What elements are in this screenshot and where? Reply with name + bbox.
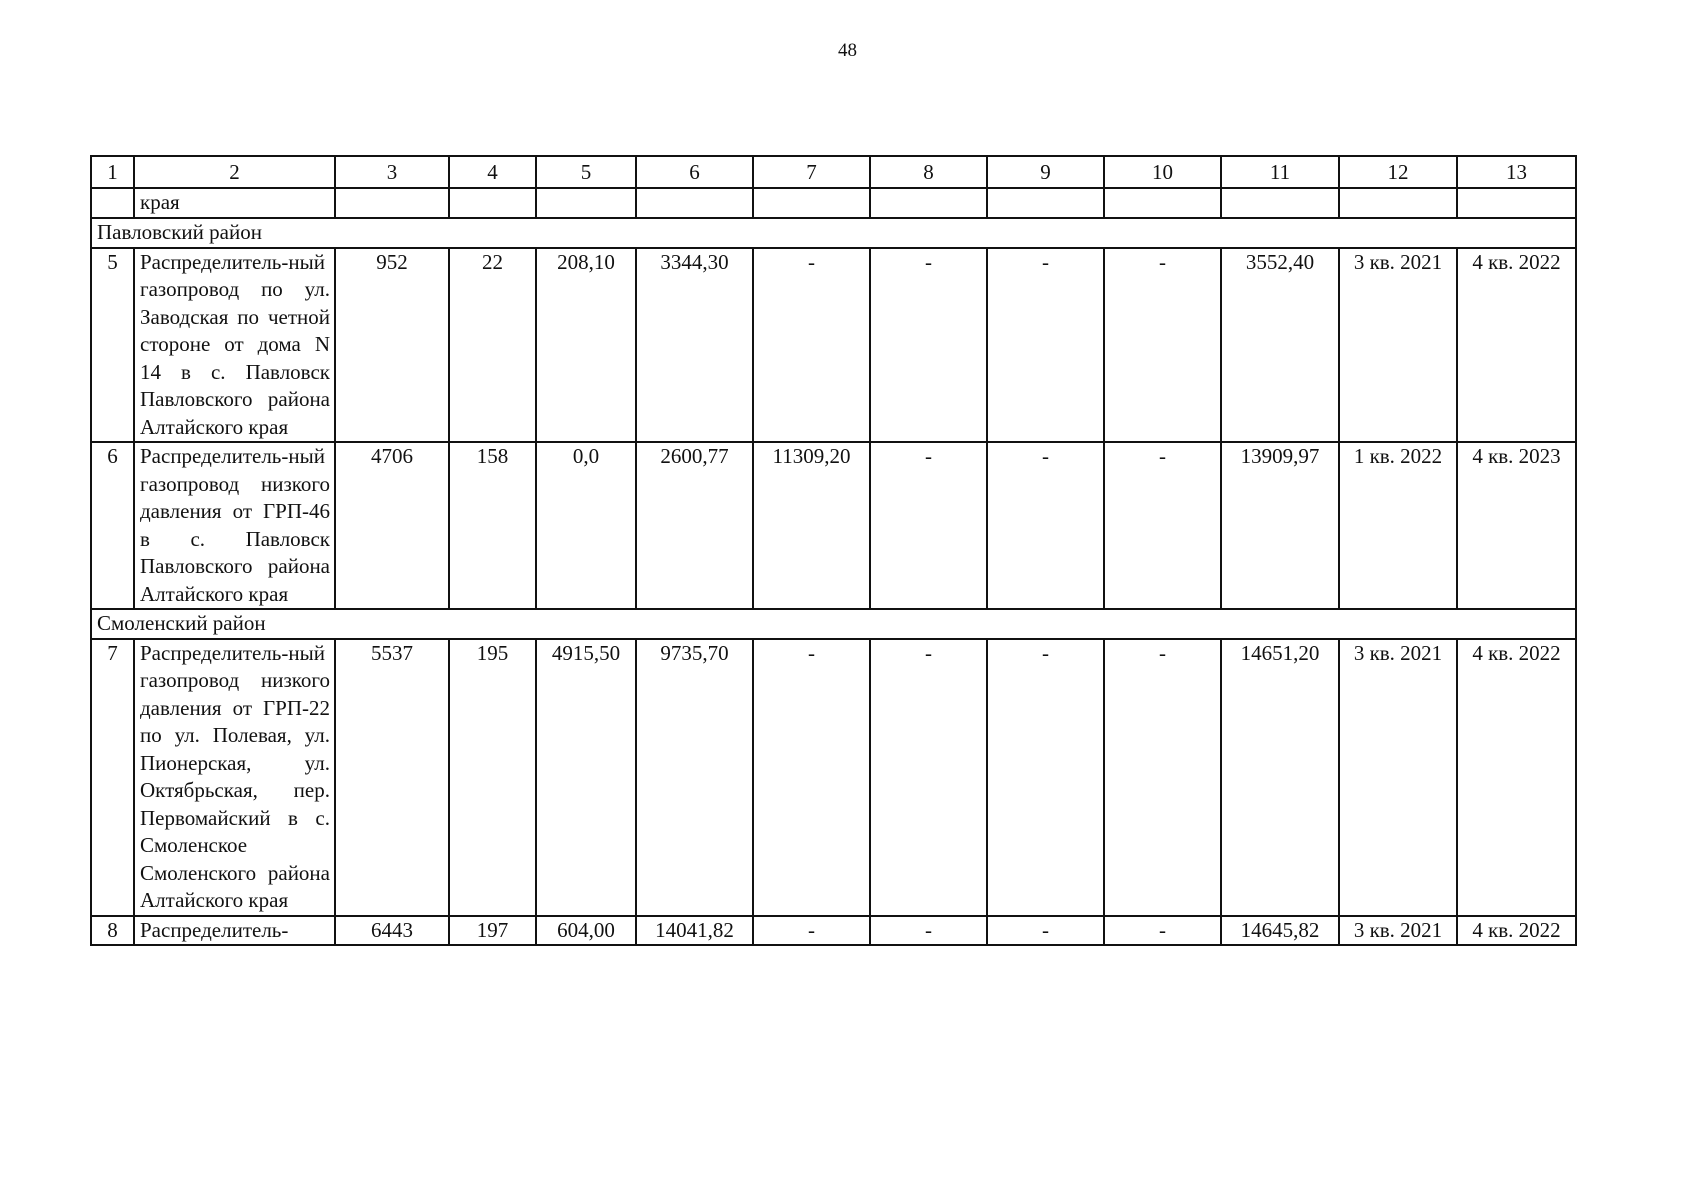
column-number: 8: [870, 156, 987, 188]
empty-cell: [1339, 188, 1457, 218]
end-date: 4 кв. 2022: [1457, 916, 1576, 946]
value-cell: -: [753, 248, 870, 443]
object-name: Распределитель-: [134, 916, 335, 946]
value-cell: 604,00: [536, 916, 636, 946]
empty-cell: [536, 188, 636, 218]
value-cell: 197: [449, 916, 536, 946]
value-cell: 4706: [335, 442, 449, 609]
section-title: Смоленский район: [91, 609, 1576, 639]
empty-cell: [987, 188, 1104, 218]
value-cell: -: [987, 639, 1104, 916]
section-row: [91, 218, 1576, 248]
total-cell: 13909,97: [1221, 442, 1339, 609]
value-cell: -: [987, 916, 1104, 946]
row-number: 6: [91, 442, 134, 609]
value-cell: 6443: [335, 916, 449, 946]
value-cell: -: [987, 442, 1104, 609]
table-row: [91, 442, 1576, 609]
value-cell: -: [1104, 639, 1221, 916]
value-cell: 4915,50: [536, 639, 636, 916]
table-row: [91, 248, 1576, 443]
page-number: 48: [838, 40, 857, 61]
value-cell: -: [1104, 442, 1221, 609]
column-number: 6: [636, 156, 753, 188]
total-cell: 14645,82: [1221, 916, 1339, 946]
start-date: 1 кв. 2022: [1339, 442, 1457, 609]
column-number: 7: [753, 156, 870, 188]
value-cell: -: [870, 916, 987, 946]
column-number: 9: [987, 156, 1104, 188]
value-cell: -: [987, 248, 1104, 443]
value-cell: 14041,82: [636, 916, 753, 946]
value-cell: 208,10: [536, 248, 636, 443]
column-number: 12: [1339, 156, 1457, 188]
value-cell: 952: [335, 248, 449, 443]
empty-cell: [1104, 188, 1221, 218]
object-name: края: [134, 188, 335, 218]
table-row: [91, 639, 1576, 916]
end-date: 4 кв. 2023: [1457, 442, 1576, 609]
empty-cell: [1457, 188, 1576, 218]
empty-cell: [753, 188, 870, 218]
row-number: 7: [91, 639, 134, 916]
empty-cell: [636, 188, 753, 218]
value-cell: 11309,20: [753, 442, 870, 609]
object-name: Распределитель-ный газопровод низкого давления от ГРП-22 по ул. Полевая, ул. Пионерская, ул. Октябрьская, пер. Первомайский в с. Смоленское Смоленского района Алтайского края: [134, 639, 335, 916]
section-title: Павловский район: [91, 218, 1576, 248]
value-cell: -: [870, 639, 987, 916]
column-number: 5: [536, 156, 636, 188]
table-row: [91, 916, 1576, 946]
total-cell: 3552,40: [1221, 248, 1339, 443]
start-date: 3 кв. 2021: [1339, 916, 1457, 946]
column-number: 10: [1104, 156, 1221, 188]
value-cell: 9735,70: [636, 639, 753, 916]
section-row: [91, 609, 1576, 639]
column-number: 11: [1221, 156, 1339, 188]
empty-cell: [335, 188, 449, 218]
start-date: 3 кв. 2021: [1339, 248, 1457, 443]
value-cell: 22: [449, 248, 536, 443]
object-name: Распределитель-ный газопровод по ул. Заводская по четной стороне от дома N 14 в с. Павловск Павловского района Алтайского края: [134, 248, 335, 443]
row-number: 5: [91, 248, 134, 443]
total-cell: 14651,20: [1221, 639, 1339, 916]
value-cell: -: [870, 442, 987, 609]
value-cell: -: [1104, 916, 1221, 946]
value-cell: 3344,30: [636, 248, 753, 443]
object-name: Распределитель-ный газопровод низкого давления от ГРП-46 в с. Павловск Павловского района Алтайского края: [134, 442, 335, 609]
end-date: 4 кв. 2022: [1457, 248, 1576, 443]
column-number: 2: [134, 156, 335, 188]
value-cell: 2600,77: [636, 442, 753, 609]
column-number: 13: [1457, 156, 1576, 188]
column-number: 4: [449, 156, 536, 188]
column-number: 1: [91, 156, 134, 188]
value-cell: 5537: [335, 639, 449, 916]
row-number: 8: [91, 916, 134, 946]
value-cell: 158: [449, 442, 536, 609]
empty-cell: [1221, 188, 1339, 218]
value-cell: -: [753, 916, 870, 946]
empty-cell: [870, 188, 987, 218]
value-cell: 0,0: [536, 442, 636, 609]
end-date: 4 кв. 2022: [1457, 639, 1576, 916]
empty-cell: [91, 188, 134, 218]
column-number-row: [91, 156, 1576, 188]
continuation-row: [91, 188, 1576, 218]
investment-table: [90, 155, 1577, 946]
start-date: 3 кв. 2021: [1339, 639, 1457, 916]
value-cell: -: [753, 639, 870, 916]
column-number: 3: [335, 156, 449, 188]
value-cell: 195: [449, 639, 536, 916]
value-cell: -: [1104, 248, 1221, 443]
value-cell: -: [870, 248, 987, 443]
empty-cell: [449, 188, 536, 218]
